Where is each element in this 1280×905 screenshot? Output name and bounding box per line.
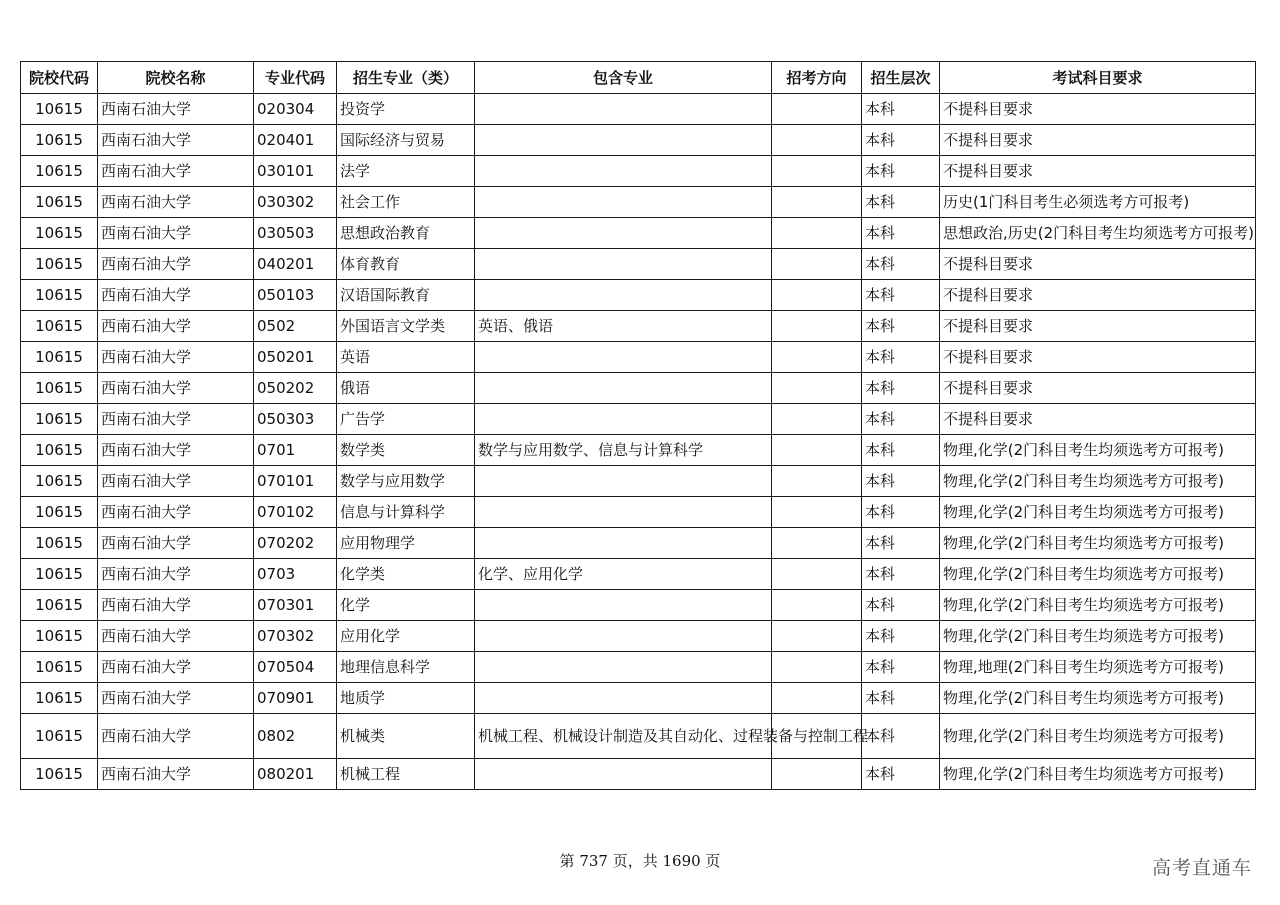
- cell-level: 本科: [862, 435, 940, 466]
- cell-major: 地质学: [337, 683, 475, 714]
- cell-subject-requirements: 不提科目要求: [940, 94, 1256, 125]
- cell-level: 本科: [862, 311, 940, 342]
- cell-school-name: 西南石油大学: [98, 156, 254, 187]
- cell-subject-requirements: 不提科目要求: [940, 342, 1256, 373]
- cell-major-code: 050103: [254, 280, 337, 311]
- cell-school-code: 10615: [21, 759, 98, 790]
- cell-direction: [772, 497, 862, 528]
- cell-subject-requirements: 物理,化学(2门科目考生均须选考方可报考): [940, 590, 1256, 621]
- cell-subject-requirements: 历史(1门科目考生必须选考方可报考): [940, 187, 1256, 218]
- cell-direction: [772, 528, 862, 559]
- cell-level: 本科: [862, 342, 940, 373]
- cell-included-majors: [475, 759, 772, 790]
- cell-included-majors: [475, 94, 772, 125]
- cell-level: 本科: [862, 759, 940, 790]
- cell-included-majors: [475, 652, 772, 683]
- cell-direction: [772, 187, 862, 218]
- cell-major: 汉语国际教育: [337, 280, 475, 311]
- cell-subject-requirements: 物理,化学(2门科目考生均须选考方可报考): [940, 528, 1256, 559]
- table-row: [21, 652, 1256, 683]
- cell-direction: [772, 280, 862, 311]
- cell-level: 本科: [862, 652, 940, 683]
- cell-level: 本科: [862, 249, 940, 280]
- header-included-majors: 包含专业: [475, 62, 772, 94]
- cell-school-name: 西南石油大学: [98, 373, 254, 404]
- cell-major: 国际经济与贸易: [337, 125, 475, 156]
- cell-included-majors: [475, 280, 772, 311]
- cell-major-code: 030302: [254, 187, 337, 218]
- cell-level: 本科: [862, 714, 940, 759]
- cell-major: 应用化学: [337, 621, 475, 652]
- cell-major-code: 070504: [254, 652, 337, 683]
- cell-major: 机械类: [337, 714, 475, 759]
- cell-major: 信息与计算科学: [337, 497, 475, 528]
- cell-level: 本科: [862, 404, 940, 435]
- table-row: [21, 156, 1256, 187]
- cell-school-name: 西南石油大学: [98, 94, 254, 125]
- cell-included-majors: 数学与应用数学、信息与计算科学: [475, 435, 772, 466]
- cell-subject-requirements: 物理,化学(2门科目考生均须选考方可报考): [940, 466, 1256, 497]
- cell-included-majors: [475, 125, 772, 156]
- table-row: [21, 342, 1256, 373]
- cell-major-code: 040201: [254, 249, 337, 280]
- cell-direction: [772, 404, 862, 435]
- cell-major-code: 0701: [254, 435, 337, 466]
- cell-major: 思想政治教育: [337, 218, 475, 249]
- table-row: [21, 528, 1256, 559]
- cell-subject-requirements: 物理,化学(2门科目考生均须选考方可报考): [940, 435, 1256, 466]
- cell-school-code: 10615: [21, 652, 98, 683]
- cell-subject-requirements: 物理,化学(2门科目考生均须选考方可报考): [940, 759, 1256, 790]
- cell-school-code: 10615: [21, 714, 98, 759]
- cell-direction: [772, 373, 862, 404]
- cell-school-code: 10615: [21, 280, 98, 311]
- cell-school-name: 西南石油大学: [98, 435, 254, 466]
- cell-included-majors: [475, 156, 772, 187]
- cell-school-name: 西南石油大学: [98, 683, 254, 714]
- cell-direction: [772, 218, 862, 249]
- cell-school-code: 10615: [21, 156, 98, 187]
- table-row: [21, 373, 1256, 404]
- cell-major: 英语: [337, 342, 475, 373]
- table-row: [21, 497, 1256, 528]
- table-row: [21, 621, 1256, 652]
- cell-major-code: 080201: [254, 759, 337, 790]
- cell-major: 数学与应用数学: [337, 466, 475, 497]
- cell-school-code: 10615: [21, 218, 98, 249]
- cell-level: 本科: [862, 590, 940, 621]
- cell-included-majors: [475, 621, 772, 652]
- cell-major-code: 070301: [254, 590, 337, 621]
- cell-major: 广告学: [337, 404, 475, 435]
- cell-major: 体育教育: [337, 249, 475, 280]
- cell-major: 地理信息科学: [337, 652, 475, 683]
- cell-school-name: 西南石油大学: [98, 187, 254, 218]
- watermark-text: 高考直通车: [1151, 857, 1252, 879]
- cell-school-code: 10615: [21, 125, 98, 156]
- cell-school-code: 10615: [21, 94, 98, 125]
- cell-included-majors: [475, 187, 772, 218]
- header-school-code: 院校代码: [21, 62, 98, 94]
- table-row: [21, 187, 1256, 218]
- cell-school-name: 西南石油大学: [98, 280, 254, 311]
- cell-school-code: 10615: [21, 590, 98, 621]
- cell-school-code: 10615: [21, 683, 98, 714]
- cell-direction: [772, 249, 862, 280]
- page-number: 第 737 页，共 1690 页: [559, 852, 721, 870]
- cell-school-name: 西南石油大学: [98, 590, 254, 621]
- cell-major-code: 050201: [254, 342, 337, 373]
- table-row: [21, 218, 1256, 249]
- cell-major: 化学类: [337, 559, 475, 590]
- cell-subject-requirements: 思想政治,历史(2门科目考生均须选考方可报考): [940, 218, 1256, 249]
- cell-included-majors: [475, 683, 772, 714]
- table-row: [21, 590, 1256, 621]
- cell-level: 本科: [862, 466, 940, 497]
- cell-subject-requirements: 不提科目要求: [940, 249, 1256, 280]
- cell-major: 机械工程: [337, 759, 475, 790]
- cell-school-name: 西南石油大学: [98, 342, 254, 373]
- cell-included-majors: [475, 590, 772, 621]
- table-row: [21, 559, 1256, 590]
- cell-included-majors: 机械工程、机械设计制造及其自动化、过程装备与控制工程: [475, 714, 772, 759]
- cell-included-majors: [475, 373, 772, 404]
- cell-school-code: 10615: [21, 342, 98, 373]
- cell-included-majors: [475, 497, 772, 528]
- cell-direction: [772, 621, 862, 652]
- cell-included-majors: [475, 528, 772, 559]
- cell-direction: [772, 683, 862, 714]
- table-row: [21, 466, 1256, 497]
- cell-subject-requirements: 不提科目要求: [940, 156, 1256, 187]
- cell-level: 本科: [862, 187, 940, 218]
- cell-subject-requirements: 物理,化学(2门科目考生均须选考方可报考): [940, 714, 1256, 759]
- header-row: [21, 62, 1256, 94]
- cell-included-majors: 英语、俄语: [475, 311, 772, 342]
- cell-school-name: 西南石油大学: [98, 497, 254, 528]
- cell-major-code: 070901: [254, 683, 337, 714]
- cell-school-name: 西南石油大学: [98, 528, 254, 559]
- cell-included-majors: 化学、应用化学: [475, 559, 772, 590]
- cell-subject-requirements: 物理,化学(2门科目考生均须选考方可报考): [940, 683, 1256, 714]
- cell-major-code: 030101: [254, 156, 337, 187]
- cell-direction: [772, 125, 862, 156]
- header-level: 招生层次: [862, 62, 940, 94]
- table-row: [21, 404, 1256, 435]
- cell-level: 本科: [862, 156, 940, 187]
- cell-direction: [772, 435, 862, 466]
- cell-school-code: 10615: [21, 404, 98, 435]
- cell-subject-requirements: 不提科目要求: [940, 404, 1256, 435]
- cell-school-code: 10615: [21, 497, 98, 528]
- cell-level: 本科: [862, 497, 940, 528]
- cell-school-code: 10615: [21, 621, 98, 652]
- cell-school-name: 西南石油大学: [98, 404, 254, 435]
- header-major-code: 专业代码: [254, 62, 337, 94]
- cell-major-code: 0502: [254, 311, 337, 342]
- cell-major-code: 070102: [254, 497, 337, 528]
- table-row: [21, 125, 1256, 156]
- table-row: [21, 280, 1256, 311]
- cell-direction: [772, 94, 862, 125]
- cell-included-majors: [475, 342, 772, 373]
- cell-major-code: 050303: [254, 404, 337, 435]
- cell-subject-requirements: 物理,化学(2门科目考生均须选考方可报考): [940, 497, 1256, 528]
- cell-school-code: 10615: [21, 187, 98, 218]
- cell-included-majors: [475, 404, 772, 435]
- cell-level: 本科: [862, 373, 940, 404]
- cell-major-code: 050202: [254, 373, 337, 404]
- cell-direction: [772, 466, 862, 497]
- cell-level: 本科: [862, 621, 940, 652]
- header-direction: 招考方向: [772, 62, 862, 94]
- cell-major: 俄语: [337, 373, 475, 404]
- cell-direction: [772, 652, 862, 683]
- cell-school-name: 西南石油大学: [98, 714, 254, 759]
- cell-level: 本科: [862, 280, 940, 311]
- header-major: 招生专业（类）: [337, 62, 475, 94]
- cell-school-code: 10615: [21, 435, 98, 466]
- cell-major: 外国语言文学类: [337, 311, 475, 342]
- cell-direction: [772, 156, 862, 187]
- table-row: [21, 683, 1256, 714]
- cell-major-code: 0703: [254, 559, 337, 590]
- cell-included-majors: [475, 218, 772, 249]
- cell-major-code: 070202: [254, 528, 337, 559]
- cell-subject-requirements: 物理,地理(2门科目考生均须选考方可报考): [940, 652, 1256, 683]
- cell-major: 应用物理学: [337, 528, 475, 559]
- cell-level: 本科: [862, 683, 940, 714]
- cell-school-name: 西南石油大学: [98, 559, 254, 590]
- table-row: [21, 759, 1256, 790]
- cell-school-name: 西南石油大学: [98, 652, 254, 683]
- cell-major-code: 020304: [254, 94, 337, 125]
- cell-school-code: 10615: [21, 249, 98, 280]
- cell-major-code: 030503: [254, 218, 337, 249]
- cell-school-name: 西南石油大学: [98, 466, 254, 497]
- cell-major-code: 070101: [254, 466, 337, 497]
- cell-school-code: 10615: [21, 373, 98, 404]
- cell-major-code: 0802: [254, 714, 337, 759]
- cell-included-majors: [475, 466, 772, 497]
- cell-level: 本科: [862, 94, 940, 125]
- cell-direction: [772, 311, 862, 342]
- cell-major: 法学: [337, 156, 475, 187]
- cell-level: 本科: [862, 528, 940, 559]
- cell-major-code: 020401: [254, 125, 337, 156]
- cell-direction: [772, 590, 862, 621]
- cell-subject-requirements: 物理,化学(2门科目考生均须选考方可报考): [940, 621, 1256, 652]
- cell-subject-requirements: 不提科目要求: [940, 373, 1256, 404]
- cell-major: 社会工作: [337, 187, 475, 218]
- cell-included-majors: [475, 249, 772, 280]
- cell-subject-requirements: 不提科目要求: [940, 311, 1256, 342]
- cell-subject-requirements: 不提科目要求: [940, 280, 1256, 311]
- cell-school-name: 西南石油大学: [98, 218, 254, 249]
- cell-school-code: 10615: [21, 559, 98, 590]
- cell-direction: [772, 759, 862, 790]
- cell-level: 本科: [862, 125, 940, 156]
- header-subject-requirements: 考试科目要求: [940, 62, 1256, 94]
- cell-direction: [772, 559, 862, 590]
- cell-subject-requirements: 物理,化学(2门科目考生均须选考方可报考): [940, 559, 1256, 590]
- cell-school-code: 10615: [21, 311, 98, 342]
- table-row: [21, 435, 1256, 466]
- cell-school-name: 西南石油大学: [98, 311, 254, 342]
- cell-school-name: 西南石油大学: [98, 125, 254, 156]
- cell-level: 本科: [862, 218, 940, 249]
- cell-major-code: 070302: [254, 621, 337, 652]
- admissions-table: [20, 61, 1256, 790]
- table-row: [21, 714, 1256, 759]
- cell-school-name: 西南石油大学: [98, 249, 254, 280]
- cell-direction: [772, 342, 862, 373]
- cell-school-name: 西南石油大学: [98, 759, 254, 790]
- cell-level: 本科: [862, 559, 940, 590]
- cell-school-name: 西南石油大学: [98, 621, 254, 652]
- table-row: [21, 249, 1256, 280]
- table-row: [21, 311, 1256, 342]
- cell-major: 数学类: [337, 435, 475, 466]
- cell-school-code: 10615: [21, 466, 98, 497]
- cell-major: 投资学: [337, 94, 475, 125]
- cell-major: 化学: [337, 590, 475, 621]
- header-school-name: 院校名称: [98, 62, 254, 94]
- cell-school-code: 10615: [21, 528, 98, 559]
- table-row: [21, 94, 1256, 125]
- cell-subject-requirements: 不提科目要求: [940, 125, 1256, 156]
